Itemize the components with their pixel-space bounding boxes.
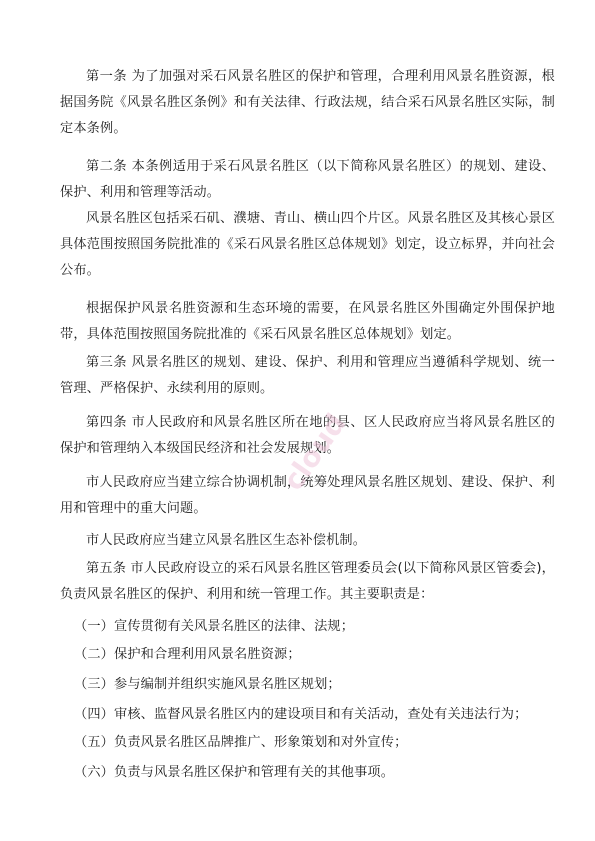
duty-item-2: （二）保护和合理利用风景名胜资源； (74, 647, 301, 662)
duty-item-1: （一）宣传贯彻有关风景名胜区的法律、法规； (74, 619, 355, 634)
article-3-paragraph: 第三条 风景名胜区的规划、建设、保护、利用和管理应当遵循科学规划、统一管理、严格保护、永续利用的原则。 (60, 355, 555, 396)
article-4-compensation-paragraph: 市人民政府应当建立风景名胜区生态补偿机制。 (86, 533, 367, 548)
article-5-paragraph: 第五条 市人民政府设立的采石风景名胜区管理委员会(以下简称风景区管委会)，负责风景名胜区的保护、利用和统一管理工作。其主要职责是： (60, 561, 555, 602)
article-2-buffer-paragraph: 根据保护风景名胜资源和生态环境的需要，在风景名胜区外围确定外围保护地带，具体范围按照国务院批准的《采石风景名胜区总体规划》划定。 (60, 301, 555, 342)
article-1-paragraph: 第一条 为了加强对采石风景名胜区的保护和管理，合理利用风景名胜资源，根据国务院《风景名胜区条例》和有关法律、行政法规，结合采石风景名胜区实际，制定本条例。 (60, 69, 555, 136)
article-2-paragraph: 第二条 本条例适用于采石风景名胜区（以下简称风景名胜区）的规划、建设、保护、利用和管理等活动。 (60, 159, 555, 200)
duty-item-3: （三）参与编制并组织实施风景名胜区规划； (74, 677, 341, 692)
duty-item-6: （六）负责与风景名胜区保护和管理有关的其他事项。 (74, 765, 395, 780)
article-4-coordination-paragraph: 市人民政府应当建立综合协调机制，统筹处理风景名胜区规划、建设、保护、利用和管理中的重大问题。 (60, 475, 555, 516)
duty-item-4: （四）审核、监督风景名胜区内的建设项目和有关活动，查处有关违法行为； (74, 707, 528, 722)
article-2-scope-paragraph: 风景名胜区包括采石矶、濮塘、青山、横山四个片区。风景名胜区及其核心景区具体范围按照国务院批准的《采石风景名胜区总体规划》划定，设立标界，并向社会公布。 (60, 211, 555, 278)
svg-text:cloud: cloud (276, 407, 353, 497)
article-4-paragraph: 第四条 市人民政府和风景名胜区所在地的县、区人民政府应当将风景名胜区的保护和管理纳入本级国民经济和社会发展规划。 (60, 415, 555, 456)
duty-item-5: （五）负责风景名胜区品牌推广、形象策划和对外宣传； (74, 735, 408, 750)
